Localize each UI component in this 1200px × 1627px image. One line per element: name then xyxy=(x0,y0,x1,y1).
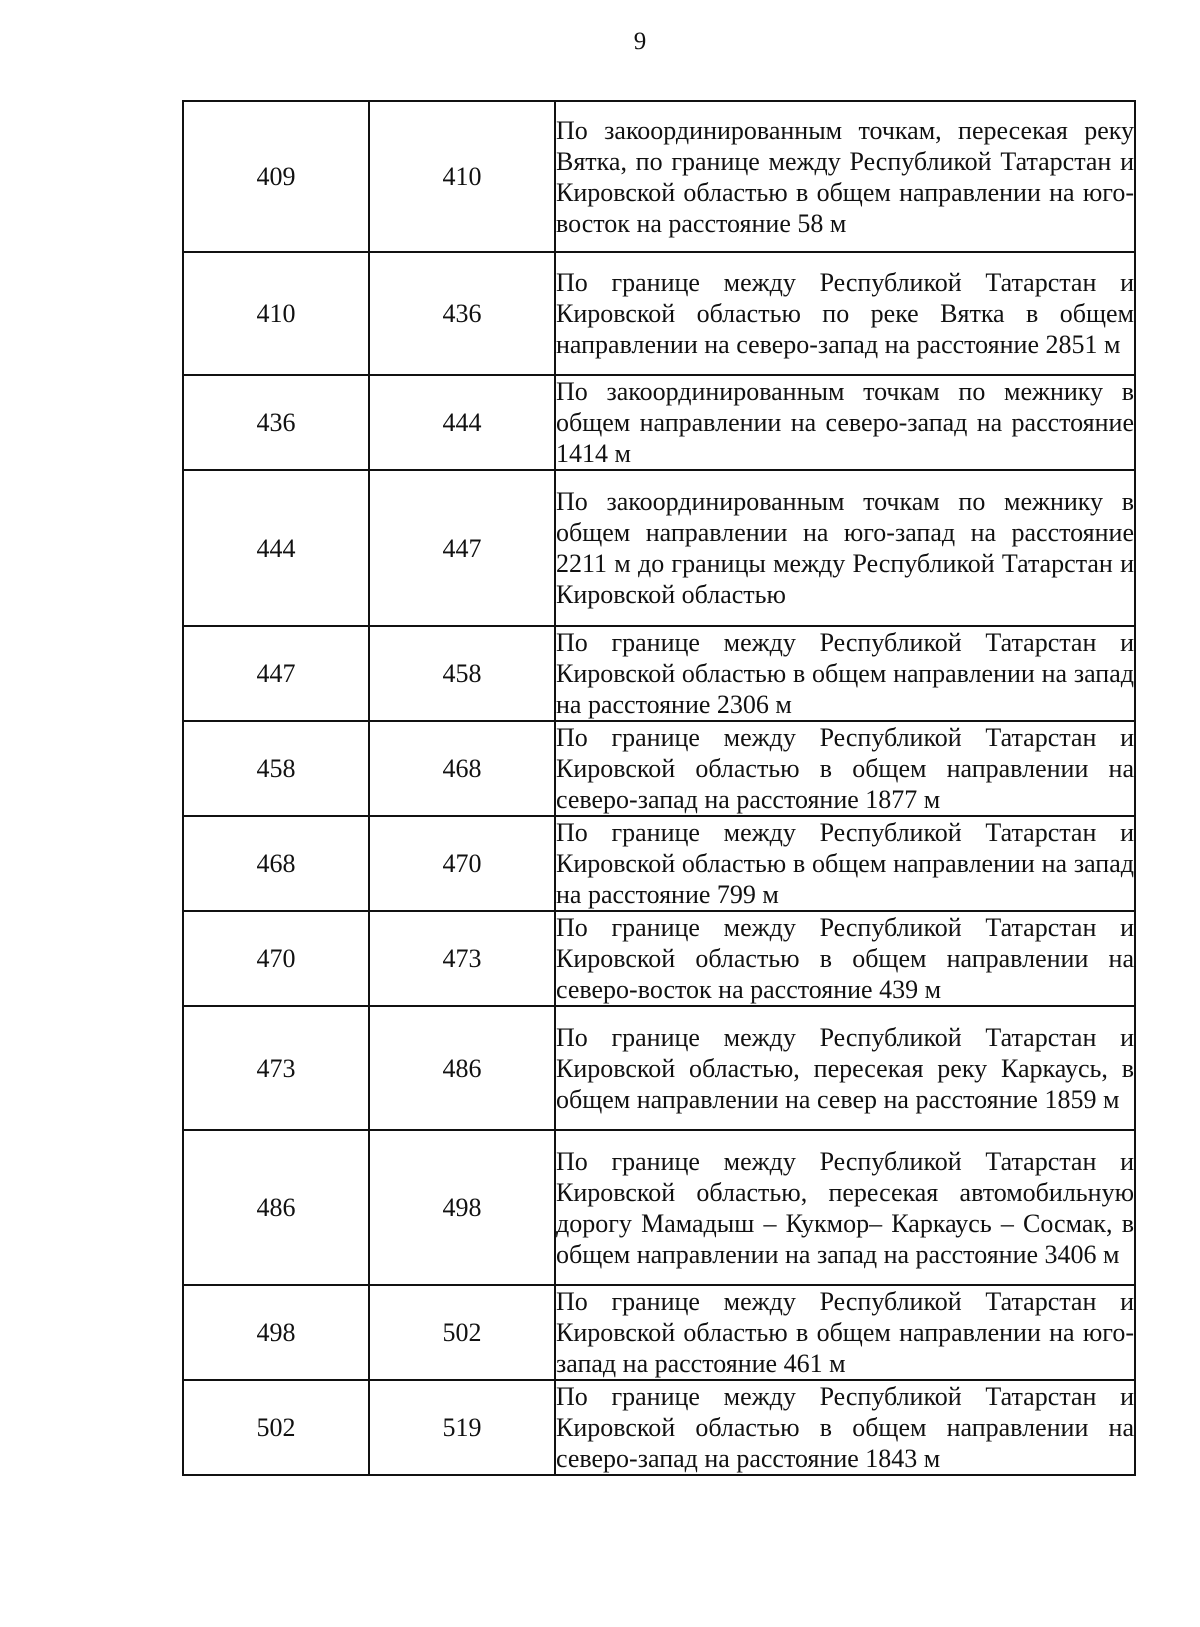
to-point-cell: 519 xyxy=(369,1380,555,1475)
table-row xyxy=(183,1006,1135,1130)
to-point-cell: 436 xyxy=(369,252,555,375)
description-cell: По закоординированным точкам, пересекая реку Вятка, по границе между Республикой Татарстан и Кировской областью в общем направлении на юго-восток на расстояние 58 м xyxy=(555,101,1135,252)
from-point-cell: 498 xyxy=(183,1285,369,1380)
page-number: 9 xyxy=(633,28,647,55)
description-cell: По границе между Республикой Татарстан и Кировской областью в общем направлении на запад на расстояние 2306 м xyxy=(556,628,1134,719)
to-point-cell: 470 xyxy=(369,816,555,911)
table-row xyxy=(183,626,1135,721)
description-cell: По границе между Республикой Татарстан и Кировской областью, пересекая реку Каркаусь, в общем направлении на север на расстояние 1859 м xyxy=(555,1006,1135,1130)
from-point-cell: 458 xyxy=(183,721,369,816)
to-point-cell: 498 xyxy=(369,1130,555,1285)
to-point-cell: 468 xyxy=(369,721,555,816)
to-point-cell: 458 xyxy=(369,626,555,721)
description-cell: По границе между Республикой Татарстан и Кировской областью в общем направлении на запад на расстояние 799 м xyxy=(556,818,1134,909)
from-point-cell: 436 xyxy=(183,375,369,470)
table-row xyxy=(183,1380,1135,1475)
to-point-cell: 486 xyxy=(369,1006,555,1130)
table-row xyxy=(183,911,1135,1006)
to-point-cell: 410 xyxy=(369,101,555,252)
table-row xyxy=(183,252,1135,375)
description-cell: По границе между Республикой Татарстан и Кировской областью по реке Вятка в общем направлении на северо-запад на расстояние 2851 м xyxy=(555,252,1135,375)
description-cell: По границе между Республикой Татарстан и Кировской областью в общем направлении на северо-запад на расстояние 1877 м xyxy=(556,723,1134,814)
from-point-cell: 502 xyxy=(183,1380,369,1475)
table-row xyxy=(183,1130,1135,1285)
table-row xyxy=(183,101,1135,252)
table-row xyxy=(183,375,1135,470)
table-row xyxy=(183,816,1135,911)
from-point-cell: 410 xyxy=(183,252,369,375)
from-point-cell: 473 xyxy=(183,1006,369,1130)
boundary-description-table xyxy=(182,100,1136,1476)
from-point-cell: 444 xyxy=(183,470,369,626)
table-row xyxy=(183,1285,1135,1380)
from-point-cell: 447 xyxy=(183,626,369,721)
description-cell: По границе между Республикой Татарстан и Кировской областью в общем направлении на северо-запад на расстояние 1843 м xyxy=(556,1382,1134,1473)
from-point-cell: 468 xyxy=(183,816,369,911)
to-point-cell: 502 xyxy=(369,1285,555,1380)
description-cell: По границе между Республикой Татарстан и Кировской областью, пересекая автомобильную дорогу Мамадыш – Кукмор– Каркаусь – Сосмак, в общем направлении на запад на расстояние 3406 м xyxy=(555,1130,1135,1285)
description-cell: По границе между Республикой Татарстан и Кировской областью в общем направлении на юго-запад на расстояние 461 м xyxy=(556,1287,1134,1378)
to-point-cell: 473 xyxy=(369,911,555,1006)
to-point-cell: 447 xyxy=(369,470,555,626)
description-cell: По закоординированным точкам по межнику в общем направлении на юго-запад на расстояние 2211 м до границы между Республикой Татарстан и Кировской областью xyxy=(555,470,1135,626)
description-cell: По границе между Республикой Татарстан и Кировской областью в общем направлении на северо-восток на расстояние 439 м xyxy=(556,913,1134,1004)
from-point-cell: 409 xyxy=(183,101,369,252)
table-row xyxy=(183,470,1135,626)
from-point-cell: 470 xyxy=(183,911,369,1006)
description-cell: По закоординированным точкам по межнику в общем направлении на северо-запад на расстояние 1414 м xyxy=(556,377,1134,468)
from-point-cell: 486 xyxy=(183,1130,369,1285)
to-point-cell: 444 xyxy=(369,375,555,470)
table-row xyxy=(183,721,1135,816)
